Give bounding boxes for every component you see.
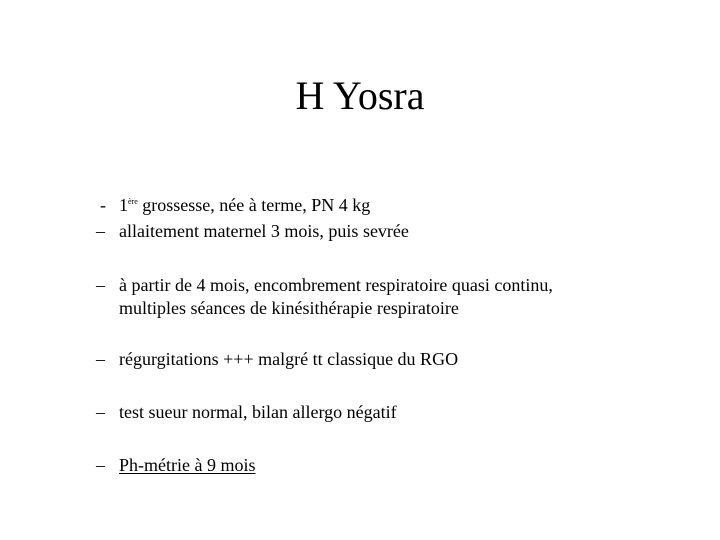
bullet-rest: grossesse, née à terme, PN 4 kg <box>137 195 371 215</box>
bullet-line-2: multiples séances de kinésithérapie respiratoire <box>119 298 459 318</box>
bullet-text: test sueur normal, bilan allergo négatif <box>119 402 397 422</box>
bullet-marker: - <box>100 195 106 215</box>
bullet-marker: – <box>96 349 105 369</box>
bullet-text: allaitement maternel 3 mois, puis sevrée <box>119 221 409 241</box>
bullet-text: régurgitations +++ malgré tt classique du RGO <box>119 349 459 369</box>
bullet-marker: – <box>96 402 105 422</box>
bullet-text <box>119 194 619 217</box>
bullet-text <box>119 274 619 320</box>
bullet-prefix: 1 <box>119 195 128 215</box>
bullet-superscript: ère <box>128 197 138 206</box>
bullet-marker: – <box>96 455 105 475</box>
bullet-marker: – <box>96 221 105 241</box>
slide-title: H Yosra <box>295 73 425 118</box>
bullet-marker: – <box>96 275 105 295</box>
bullet-text: Ph-métrie à 9 mois <box>119 455 256 475</box>
bullet-line-1: à partir de 4 mois, encombrement respiratoire quasi continu, <box>119 275 553 295</box>
